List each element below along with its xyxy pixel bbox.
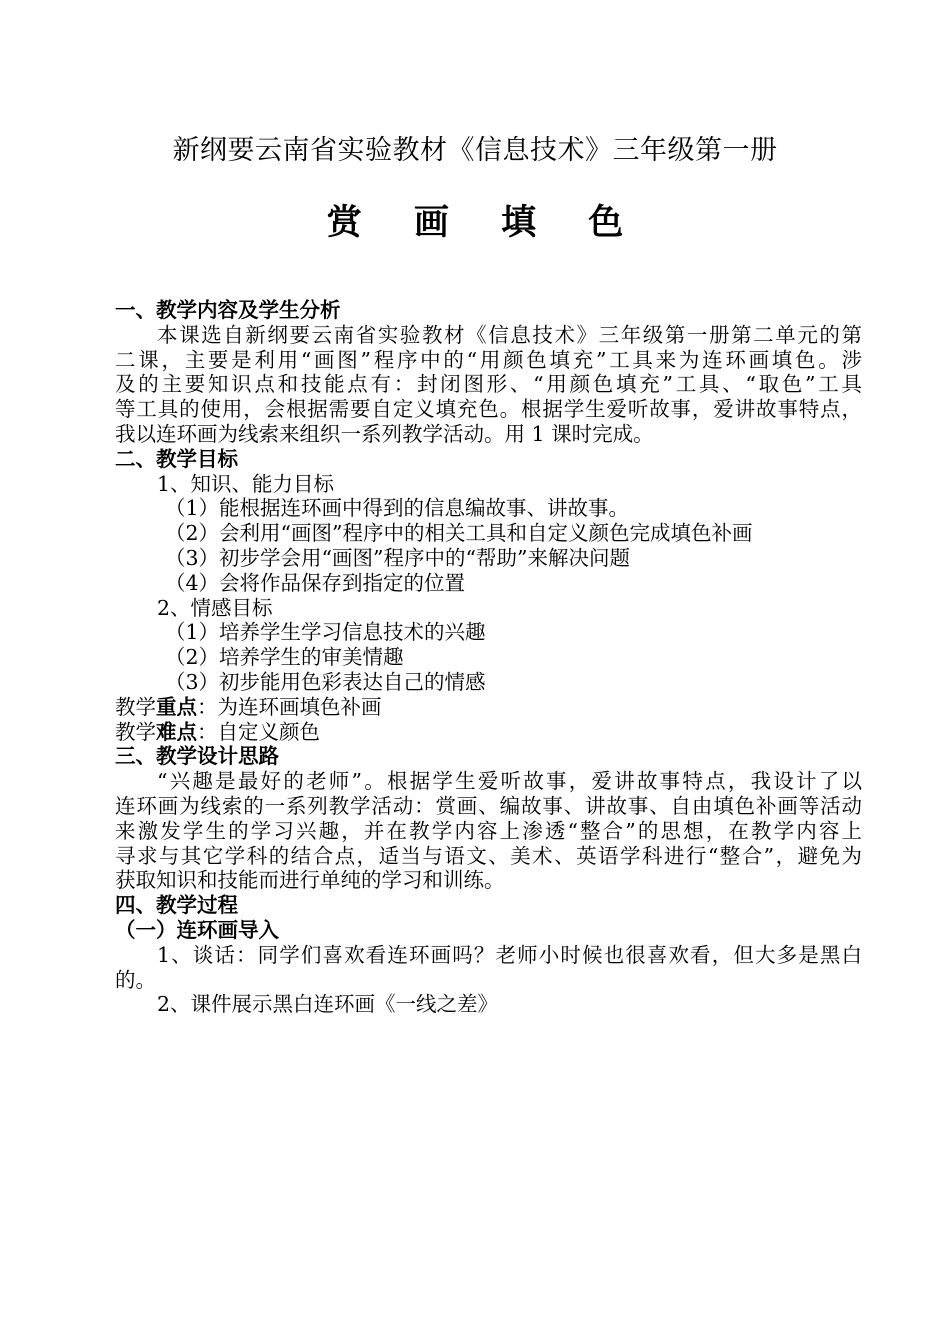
paragraph-line: 及的主要知识点和技能点有：封闭图形、“用颜色填充”工具、“取色”工具 xyxy=(115,372,862,397)
section-heading-design: 三、教学设计思路 xyxy=(115,744,279,769)
paragraph-line: 连环画为线索的一系列教学活动：赏画、编故事、讲故事、自由填色补画等活动 xyxy=(115,793,862,818)
paragraph-line: 寻求与其它学科的结合点，适当与语文、美术、英语学科进行“整合”，避免为 xyxy=(115,843,862,868)
teaching-key-point xyxy=(115,695,862,720)
difficulty-prefix: 教学 xyxy=(115,719,156,744)
key-label: 重点 xyxy=(156,694,197,719)
teaching-difficulty xyxy=(115,720,862,745)
paragraph-line: “兴趣是最好的老师”。根据学生爱听故事，爱讲故事特点，我设计了以 xyxy=(157,769,862,794)
subsection-heading-intro: （一）连环画导入 xyxy=(115,917,279,942)
paragraph-line: 1、谈话：同学们喜欢看连环画吗？老师小时候也很喜欢看，但大多是黑白 xyxy=(157,942,862,967)
paragraph-line: 2、课件展示黑白连环画《一线之差》 xyxy=(157,992,499,1017)
objective-group-emotion: 2、情感目标 xyxy=(157,595,273,620)
paragraph-line: 我以连环画为线索来组织一系列教学活动。用 1 课时完成。 xyxy=(115,421,654,446)
paragraph-line: 二课，主要是利用“画图”程序中的“用颜色填充”工具来为连环画填色。涉 xyxy=(115,347,862,372)
paragraph-line: 获取知识和技能而进行单纯的学习和训练。 xyxy=(115,868,505,893)
paragraph-line: 等工具的使用，会根据需要自定义填充色。根据学生爱听故事，爱讲故事特点， xyxy=(115,397,862,422)
document-body xyxy=(115,298,862,1017)
difficulty-text: ：自定义颜色 xyxy=(197,719,320,744)
key-text: ：为连环画填色补画 xyxy=(197,694,382,719)
paragraph-line: 本课选自新纲要云南省实验教材《信息技术》三年级第一册第二单元的第 xyxy=(157,322,862,347)
section-heading-process: 四、教学过程 xyxy=(115,893,238,918)
section-heading-objectives: 二、教学目标 xyxy=(115,446,238,471)
difficulty-label: 难点 xyxy=(156,719,197,744)
document-subtitle: 新纲要云南省实验教材《信息技术》三年级第一册 xyxy=(172,135,778,166)
objective-item: （4）会将作品保存到指定的位置 xyxy=(165,570,466,595)
objective-item: （1）能根据连环画中得到的信息编故事、讲故事。 xyxy=(165,496,630,521)
objective-item: （3）初步能用色彩表达自己的情感 xyxy=(165,669,486,694)
paragraph-line: 来激发学生的学习兴趣，并在教学内容上渗透“整合”的思想，在教学内容上 xyxy=(115,818,862,843)
objective-item: （2）会利用“画图”程序中的相关工具和自定义颜色完成填色补画 xyxy=(165,521,753,546)
section-heading-content-analysis: 一、教学内容及学生分析 xyxy=(115,298,341,322)
paragraph-line: 的。 xyxy=(115,967,156,992)
document-title: 赏 画 填 色 xyxy=(326,202,644,243)
key-prefix: 教学 xyxy=(115,694,156,719)
objective-item: （1）培养学生学习信息技术的兴趣 xyxy=(165,620,486,645)
objective-group-knowledge: 1、知识、能力目标 xyxy=(157,471,335,496)
objective-item: （3）初步学会用“画图”程序中的“帮助”来解决问题 xyxy=(165,545,630,570)
objective-item: （2）培养学生的审美情趣 xyxy=(165,645,404,670)
